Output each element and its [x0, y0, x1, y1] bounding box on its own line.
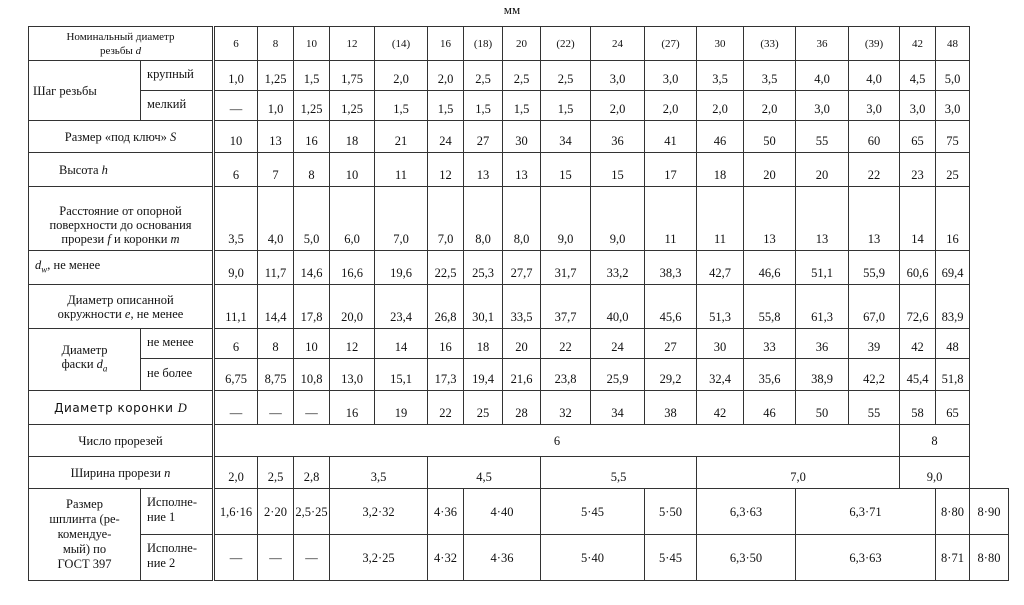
header-label-var: d	[135, 44, 142, 57]
table-cell: 22	[541, 329, 591, 359]
table-cell: 65	[900, 121, 936, 153]
distance-label-var-m: m	[170, 232, 180, 246]
header-diameter-cell: 30	[697, 27, 744, 61]
table-cell: 51,1	[796, 251, 849, 285]
table-cell: 14	[900, 187, 936, 251]
table-cell: 4·36	[464, 535, 541, 581]
table-cell: 3,0	[936, 91, 970, 121]
table-cell: 15	[541, 153, 591, 187]
table-cell: 23	[900, 153, 936, 187]
table-cell: 55	[796, 121, 849, 153]
table-cell: 2,0	[428, 61, 464, 91]
header-diameter-cell: (39)	[849, 27, 900, 61]
distance-label-line1: Расстояние от опорной	[59, 204, 182, 218]
dw-label	[29, 251, 214, 285]
table-cell: 55	[849, 391, 900, 425]
table-cell: 24	[591, 329, 645, 359]
table-cell: 69,4	[936, 251, 970, 285]
table-cell: 4,5	[900, 61, 936, 91]
table-cell: 20	[796, 153, 849, 187]
table-cell: 8·71	[936, 535, 970, 581]
table-cell: 17,3	[428, 359, 464, 391]
table-cell: 15	[591, 153, 645, 187]
crown-label-text: Диаметр коронки	[54, 400, 178, 415]
table-cell: 17,8	[294, 285, 330, 329]
header-diameter-cell: 48	[936, 27, 970, 61]
table-cell: 4,5	[428, 457, 541, 489]
table-cell: 8,0	[503, 187, 541, 251]
table-cell: 4,0	[796, 61, 849, 91]
table-cell: 33,5	[503, 285, 541, 329]
table-cell: 7,0	[697, 457, 900, 489]
header-diameter-cell: 42	[900, 27, 936, 61]
table-cell: 6	[214, 153, 258, 187]
chamfer-min-label: не менее	[141, 329, 214, 359]
header-diameter-cell: (14)	[375, 27, 428, 61]
table-cell: —	[214, 535, 258, 581]
table-cell: 6,3·71	[796, 489, 936, 535]
table-cell: 32	[541, 391, 591, 425]
table-cell: 9,0	[541, 187, 591, 251]
table-cell: 33,2	[591, 251, 645, 285]
table-cell: 75	[936, 121, 970, 153]
header-diameter-cell: (27)	[645, 27, 697, 61]
table-cell: 6,3·50	[697, 535, 796, 581]
table-cell: 6,0	[330, 187, 375, 251]
table-cell: 1,5	[428, 91, 464, 121]
table-cell: 19,4	[464, 359, 503, 391]
table-cell: 5·45	[645, 535, 697, 581]
table-cell: 42	[900, 329, 936, 359]
header-diameter-cell: (33)	[744, 27, 796, 61]
table-cell: 3,0	[900, 91, 936, 121]
table-cell: 25	[936, 153, 970, 187]
table-body	[29, 27, 1009, 581]
table-cell: 1,25	[258, 61, 294, 91]
pitch-label: Шаг резьбы	[29, 61, 141, 121]
table-cell: 23,4	[375, 285, 428, 329]
table-cell: 1,6·16	[214, 489, 258, 535]
header-diameter-cell: 8	[258, 27, 294, 61]
table-cell: 18	[464, 329, 503, 359]
table-cell: 18	[330, 121, 375, 153]
pin-label-line2: шплинта (ре-	[49, 512, 120, 526]
table-cell: 5,0	[936, 61, 970, 91]
table-cell: 9,0	[900, 457, 970, 489]
table-cell: 22	[849, 153, 900, 187]
pin-label	[29, 489, 141, 581]
table-cell: 50	[744, 121, 796, 153]
table-cell: 13	[258, 121, 294, 153]
table-cell: 10	[330, 153, 375, 187]
table-cell: 5,0	[294, 187, 330, 251]
header-diameter-cell: 20	[503, 27, 541, 61]
wrench-size-label	[29, 121, 214, 153]
table-cell: 8·80	[936, 489, 970, 535]
table-cell: 17	[645, 153, 697, 187]
table-cell: 22	[428, 391, 464, 425]
pitch-fine-label: мелкий	[141, 91, 214, 121]
slots-value-a: 6	[214, 425, 900, 457]
table-cell: 28	[503, 391, 541, 425]
table-cell: 20,0	[330, 285, 375, 329]
table-cell: 27	[645, 329, 697, 359]
table-cell: 1,0	[258, 91, 294, 121]
distance-label-text-b: и коронки	[110, 232, 171, 246]
table-cell: 34	[591, 391, 645, 425]
table-cell: 13	[503, 153, 541, 187]
table-cell: 46	[697, 121, 744, 153]
table-cell: 6,75	[214, 359, 258, 391]
crown-label	[29, 391, 214, 425]
table-cell: 30	[503, 121, 541, 153]
chamfer-max-row	[29, 359, 1009, 391]
table-cell: 2,5	[503, 61, 541, 91]
table-cell: 2,0	[214, 457, 258, 489]
table-cell: 46	[744, 391, 796, 425]
table-cell: 10	[214, 121, 258, 153]
dw-label-text: , не менее	[47, 258, 101, 273]
table-cell: 3,2·32	[330, 489, 428, 535]
circle-label	[29, 285, 214, 329]
circle-label-var: e	[124, 306, 131, 321]
pitch-coarse-label: крупный	[141, 61, 214, 91]
table-cell: 8·80	[970, 535, 1009, 581]
chamfer-label-var: d	[96, 357, 103, 372]
table-cell: 3,0	[645, 61, 697, 91]
pin-ver2-row	[29, 535, 1009, 581]
header-diameter-cell: 6	[214, 27, 258, 61]
table-cell: 1,5	[503, 91, 541, 121]
table-cell: 16	[330, 391, 375, 425]
table-cell: 6,3·63	[697, 489, 796, 535]
table-cell: 3,5	[330, 457, 428, 489]
table-cell: 2,5	[464, 61, 503, 91]
slot-width-label-var: n	[164, 465, 171, 480]
table-cell: 2,0	[645, 91, 697, 121]
distance-label-line2: поверхности до основания	[49, 218, 192, 232]
table-cell: 3,0	[591, 61, 645, 91]
pin-label-line5: ГОСТ 397	[57, 557, 112, 571]
table-cell: 41	[645, 121, 697, 153]
table-cell: 83,9	[936, 285, 970, 329]
table-cell: 8	[258, 329, 294, 359]
table-cell: 16	[936, 187, 970, 251]
pin-ver1-label	[141, 489, 214, 535]
table-cell: 11	[645, 187, 697, 251]
distance-label	[29, 187, 214, 251]
table-cell: 65	[936, 391, 970, 425]
slots-value-b: 8	[900, 425, 970, 457]
height-label-var: h	[101, 162, 108, 177]
unit-label: мм	[503, 2, 521, 17]
table-cell: 34	[541, 121, 591, 153]
table-cell: 37,7	[541, 285, 591, 329]
pin-ver2-label-line1: Исполне-	[147, 540, 197, 555]
slot-width-row	[29, 457, 1009, 489]
table-cell: 1,5	[464, 91, 503, 121]
table-cell: 15,1	[375, 359, 428, 391]
table-cell: 8·90	[970, 489, 1009, 535]
header-label-line1: Номинальный диаметр	[66, 30, 175, 43]
table-cell: 55,9	[849, 251, 900, 285]
table-cell: 21,6	[503, 359, 541, 391]
table-cell: 14,6	[294, 251, 330, 285]
table-cell: 14,4	[258, 285, 294, 329]
slot-width-label-text: Ширина прорези	[70, 465, 165, 480]
dw-label-sub: w	[41, 264, 48, 275]
table-cell: 42,2	[849, 359, 900, 391]
table-cell: —	[214, 91, 258, 121]
table-cell: 42,7	[697, 251, 744, 285]
pin-ver2-label	[141, 535, 214, 581]
pitch-coarse-row	[29, 61, 1009, 91]
table-cell: 61,3	[796, 285, 849, 329]
table-cell: 12	[428, 153, 464, 187]
table-cell: 50	[796, 391, 849, 425]
distance-row	[29, 187, 1009, 251]
table-cell: 25,9	[591, 359, 645, 391]
table-cell: 8,75	[258, 359, 294, 391]
table-cell: 8	[294, 153, 330, 187]
table-cell: 2,0	[591, 91, 645, 121]
wrench-size-label-var: S	[170, 129, 177, 144]
table-cell: 2,8	[294, 457, 330, 489]
table-cell: 7,0	[428, 187, 464, 251]
table-cell: —	[258, 535, 294, 581]
chamfer-label-line1: Диаметр	[61, 343, 108, 358]
circle-row	[29, 285, 1009, 329]
dw-label-var: d	[35, 258, 42, 273]
height-label-text: Высота	[59, 162, 102, 177]
table-cell: 19	[375, 391, 428, 425]
table-cell: 40,0	[591, 285, 645, 329]
table-cell: 19,6	[375, 251, 428, 285]
chamfer-min-row	[29, 329, 1009, 359]
table-cell: 5·40	[541, 535, 645, 581]
table-cell: 24	[428, 121, 464, 153]
table-cell: 21	[375, 121, 428, 153]
crown-label-var: D	[177, 400, 187, 415]
wrench-size-row	[29, 121, 1009, 153]
pin-ver1-row	[29, 489, 1009, 535]
header-row	[29, 27, 1009, 61]
height-row	[29, 153, 1009, 187]
table-cell: 36	[796, 329, 849, 359]
table-cell: 4·36	[428, 489, 464, 535]
pin-label-line4: мый) по	[62, 542, 107, 556]
distance-label-var-f: f	[107, 232, 111, 246]
header-diameter-cell: 36	[796, 27, 849, 61]
table-cell: 13	[796, 187, 849, 251]
header-diameter-cell: 10	[294, 27, 330, 61]
table-cell: 25,3	[464, 251, 503, 285]
table-cell: 1,25	[330, 91, 375, 121]
circle-label-text-a: окружности	[57, 306, 125, 321]
table-cell: 18	[697, 153, 744, 187]
table-cell: 1,5	[294, 61, 330, 91]
table-cell: 13	[849, 187, 900, 251]
dw-row	[29, 251, 1009, 285]
table-cell: 38,9	[796, 359, 849, 391]
table-cell: 27,7	[503, 251, 541, 285]
height-label	[29, 153, 214, 187]
table-cell: 39	[849, 329, 900, 359]
pin-label-line3: комендуе-	[57, 527, 112, 541]
table-cell: 42	[697, 391, 744, 425]
table-cell: 2,5	[258, 457, 294, 489]
header-diameter-cell: 16	[428, 27, 464, 61]
table-cell: 1,75	[330, 61, 375, 91]
header-diameter-cell: 12	[330, 27, 375, 61]
pin-ver1-label-line1: Исполне-	[147, 494, 197, 509]
table-cell: 2,0	[744, 91, 796, 121]
table-cell: 36	[591, 121, 645, 153]
table-cell: 35,6	[744, 359, 796, 391]
table-cell: 38	[645, 391, 697, 425]
table-cell: 7,0	[375, 187, 428, 251]
chamfer-label	[29, 329, 141, 391]
pitch-fine-row	[29, 91, 1009, 121]
table-cell: 5·45	[541, 489, 645, 535]
table-cell: 3,0	[849, 91, 900, 121]
table-cell: 60,6	[900, 251, 936, 285]
table-cell: 20	[744, 153, 796, 187]
table-cell: 30,1	[464, 285, 503, 329]
chamfer-label-text: фаски	[61, 357, 97, 372]
table-cell: 7	[258, 153, 294, 187]
table-cell: 1,25	[294, 91, 330, 121]
table-cell: 1,0	[214, 61, 258, 91]
table-cell: 10,8	[294, 359, 330, 391]
wrench-size-label-text: Размер «под ключ»	[64, 129, 170, 144]
table-cell: 67,0	[849, 285, 900, 329]
table-cell: 45,4	[900, 359, 936, 391]
table-cell: —	[258, 391, 294, 425]
table-cell: 8,0	[464, 187, 503, 251]
header-label	[29, 27, 214, 61]
circle-label-text-b: , не менее	[130, 306, 184, 321]
table-cell: 4·32	[428, 535, 464, 581]
slot-width-label	[29, 457, 214, 489]
table-cell: 13	[464, 153, 503, 187]
table-cell: 4,0	[849, 61, 900, 91]
table-cell: 16	[294, 121, 330, 153]
table-cell: 16,6	[330, 251, 375, 285]
table-cell: 5,5	[541, 457, 697, 489]
header-label-line2: резьбы	[99, 44, 136, 57]
table-cell: 10	[294, 329, 330, 359]
table-cell: 6	[214, 329, 258, 359]
table-cell: 2,0	[375, 61, 428, 91]
table-cell: 3,2·25	[330, 535, 428, 581]
table-cell: 51,3	[697, 285, 744, 329]
table-cell: 46,6	[744, 251, 796, 285]
table-cell: 14	[375, 329, 428, 359]
table-cell: 22,5	[428, 251, 464, 285]
table-cell: 3,5	[744, 61, 796, 91]
table-cell: 29,2	[645, 359, 697, 391]
table-cell: 60	[849, 121, 900, 153]
table-cell: 6,3·63	[796, 535, 936, 581]
circle-label-line1: Диаметр описанной	[67, 292, 174, 307]
table-cell: 13,0	[330, 359, 375, 391]
table-cell: 33	[744, 329, 796, 359]
table-cell: 11,7	[258, 251, 294, 285]
pin-label-line1: Размер	[66, 497, 103, 511]
table-cell: 3,0	[796, 91, 849, 121]
table-cell: 1,5	[375, 91, 428, 121]
table-cell: 13	[744, 187, 796, 251]
table-cell: 26,8	[428, 285, 464, 329]
table-cell: 12	[330, 329, 375, 359]
table-cell: 2,5	[541, 61, 591, 91]
table-cell: 58	[900, 391, 936, 425]
header-diameter-cell: (18)	[464, 27, 503, 61]
table-cell: 11	[375, 153, 428, 187]
pin-ver1-label-line2: ние 1	[147, 509, 176, 524]
table-cell: 25	[464, 391, 503, 425]
table-cell: 51,8	[936, 359, 970, 391]
table-cell: 20	[503, 329, 541, 359]
table-cell: 2,5·25	[294, 489, 330, 535]
table-cell: —	[294, 535, 330, 581]
table-cell: 30	[697, 329, 744, 359]
slots-label: Число прорезей	[29, 425, 214, 457]
table-cell: 48	[936, 329, 970, 359]
header-diameter-cell: (22)	[541, 27, 591, 61]
table-cell: 2,0	[697, 91, 744, 121]
table-cell: 11	[697, 187, 744, 251]
table-cell: 32,4	[697, 359, 744, 391]
table-cell: 31,7	[541, 251, 591, 285]
table-cell: 45,6	[645, 285, 697, 329]
table-cell: 9,0	[591, 187, 645, 251]
table-cell: —	[214, 391, 258, 425]
table-cell: 4·40	[464, 489, 541, 535]
table-cell: —	[294, 391, 330, 425]
table-cell: 23,8	[541, 359, 591, 391]
header-diameter-cell: 24	[591, 27, 645, 61]
distance-label-text-a: прорези	[61, 232, 108, 246]
table-cell: 2·20	[258, 489, 294, 535]
table-cell: 72,6	[900, 285, 936, 329]
table-cell: 3,5	[697, 61, 744, 91]
chamfer-label-sub: a	[102, 363, 108, 374]
table-cell: 5·50	[645, 489, 697, 535]
table-cell: 4,0	[258, 187, 294, 251]
table-cell: 55,8	[744, 285, 796, 329]
crown-row	[29, 391, 1009, 425]
pin-ver2-label-line2: ние 2	[147, 555, 176, 570]
table-cell: 1,5	[541, 91, 591, 121]
table-cell: 11,1	[214, 285, 258, 329]
table-cell: 38,3	[645, 251, 697, 285]
chamfer-max-label: не более	[141, 359, 214, 391]
table-cell: 16	[428, 329, 464, 359]
slots-row	[29, 425, 1009, 457]
nut-dimensions-table	[28, 26, 1009, 581]
table-cell: 9,0	[214, 251, 258, 285]
table-cell: 3,5	[214, 187, 258, 251]
table-cell: 27	[464, 121, 503, 153]
